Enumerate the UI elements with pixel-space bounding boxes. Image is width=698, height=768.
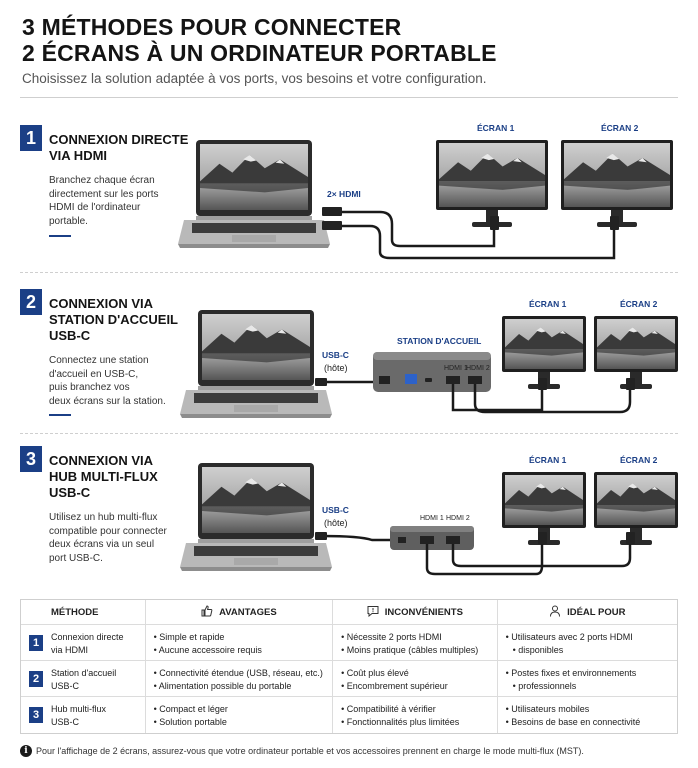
cons-cell: • Nécessite 2 ports HDMI • Moins pratique (câbles multiples) bbox=[333, 625, 498, 660]
header-cons: INCONVÉNIENTS bbox=[333, 600, 497, 624]
hub-port-1-label: HDMI 1 bbox=[420, 515, 444, 522]
section-divider bbox=[20, 433, 678, 434]
host-label: (hôte) bbox=[324, 518, 348, 528]
cons-cell: • Coût plus élevé • Encombrement supérieur bbox=[333, 661, 498, 696]
section-2-description: Connectez une station d'accueil en USB-C, puis branchez vos deux écrans sur la station. bbox=[49, 355, 166, 407]
row-number: 1 bbox=[29, 635, 43, 651]
hdmi-plug-icon bbox=[322, 207, 342, 216]
screen-1-label: ÉCRAN 1 bbox=[477, 123, 515, 133]
section-3-title: CONNEXION VIA HUB MULTI-FLUX USB-C bbox=[49, 453, 158, 500]
laptop-icon bbox=[180, 310, 332, 418]
screen-1-label: ÉCRAN 1 bbox=[529, 455, 567, 465]
footnote-text: Pour l'affichage de 2 écrans, assurez-vous que votre ordinateur portable et vos accessoires prennent en charge le mode multi-flux (MST). bbox=[36, 746, 584, 756]
cable-label: 2× HDMI bbox=[327, 189, 361, 199]
pros-cell: • Simple et rapide • Aucune accessoire requis bbox=[146, 625, 333, 660]
person-icon bbox=[549, 605, 561, 620]
section-2-accent bbox=[49, 414, 71, 416]
dock-label: STATION D'ACCUEIL bbox=[397, 336, 482, 346]
section-2-title: CONNEXION VIA STATION D'ACCUEIL USB-C bbox=[49, 296, 178, 343]
section-2-illustration bbox=[180, 299, 678, 418]
info-icon: i bbox=[20, 745, 32, 757]
laptop-icon bbox=[178, 140, 330, 248]
table-row bbox=[21, 625, 677, 661]
usb-c-cable bbox=[322, 536, 390, 540]
thumbs-up-icon bbox=[201, 605, 213, 620]
dock-port-1-label: HDMI 1 bbox=[444, 365, 468, 372]
host-label: (hôte) bbox=[324, 363, 348, 373]
pros-cell: • Connectivité étendue (USB, réseau, etc.) • Alimentation possible du portable bbox=[146, 661, 333, 696]
method-cell: 3 Hub multi-flux USB-C bbox=[21, 697, 146, 733]
screen-2-label: ÉCRAN 2 bbox=[601, 123, 639, 133]
hdmi-cable-1 bbox=[340, 212, 494, 246]
table-row bbox=[21, 661, 677, 697]
table-row bbox=[21, 697, 677, 733]
monitor-2-icon bbox=[594, 472, 678, 545]
usb-c-label: USB-C bbox=[322, 350, 349, 360]
footnote bbox=[20, 745, 584, 757]
section-1-illustration bbox=[178, 123, 673, 258]
screen-1-label: ÉCRAN 1 bbox=[529, 299, 567, 309]
screen-2-label: ÉCRAN 2 bbox=[620, 299, 658, 309]
monitor-2-icon bbox=[561, 140, 673, 227]
pros-cell: • Compact et léger • Solution portable bbox=[146, 697, 333, 733]
row-number: 2 bbox=[29, 671, 43, 687]
method-cell: 1 Connexion directe via HDMI bbox=[21, 625, 146, 660]
usb-c-label: USB-C bbox=[322, 505, 349, 515]
ideal-cell: • Utilisateurs mobiles • Besoins de base en connectivité bbox=[498, 697, 677, 733]
section-1-accent bbox=[49, 235, 71, 237]
hdmi-plug-icon bbox=[322, 221, 342, 230]
laptop-icon bbox=[180, 463, 332, 571]
section-1-number: 1 bbox=[20, 125, 42, 151]
header-method: MÉTHODE bbox=[21, 600, 146, 624]
header-pros: AVANTAGES bbox=[146, 600, 333, 624]
hdmi-plug-icon bbox=[490, 216, 499, 230]
section-3-illustration bbox=[180, 455, 678, 574]
monitor-1-icon bbox=[436, 140, 548, 227]
hdmi-cable-2 bbox=[340, 226, 614, 258]
title-line-2: 2 ÉCRANS À UN ORDINATEUR PORTABLE bbox=[22, 40, 497, 66]
speech-bubble-icon bbox=[367, 605, 379, 620]
table-header-row bbox=[21, 600, 677, 625]
method-cell: 2 Station d'accueil USB-C bbox=[21, 661, 146, 696]
title-line-1: 3 MÉTHODES POUR CONNECTER bbox=[22, 14, 402, 40]
comparison-table bbox=[20, 599, 678, 734]
hdmi-plug-icon bbox=[610, 216, 619, 230]
section-3-description: Utilisez un hub multi-flux compatible pour connecter deux écrans via un seul port USB-C. bbox=[49, 512, 167, 564]
monitor-2-icon bbox=[594, 316, 678, 389]
page-subtitle: Choisissez la solution adaptée à vos ports, vos besoins et votre configuration. bbox=[22, 71, 487, 86]
ideal-cell: • Postes fixes et environnements • professionnels bbox=[498, 661, 677, 696]
hub-port-2-label: HDMI 2 bbox=[446, 515, 470, 522]
screen-2-label: ÉCRAN 2 bbox=[620, 455, 658, 465]
section-2-number: 2 bbox=[20, 289, 42, 315]
row-number: 3 bbox=[29, 707, 43, 723]
section-3-number: 3 bbox=[20, 446, 42, 472]
ideal-cell: • Utilisateurs avec 2 ports HDMI • disponibles bbox=[498, 625, 677, 660]
header-ideal: IDÉAL POUR bbox=[498, 600, 677, 624]
dock-port-2-label: HDMI 2 bbox=[466, 365, 490, 372]
cons-cell: • Compatibilité à vérifier • Fonctionnalités plus limitées bbox=[333, 697, 498, 733]
section-1-description: Branchez chaque écran directement sur les ports HDMI de l'ordinateur portable. bbox=[49, 175, 159, 227]
section-1-title: CONNEXION DIRECTE VIA HDMI bbox=[49, 132, 189, 163]
section-divider bbox=[20, 272, 678, 273]
